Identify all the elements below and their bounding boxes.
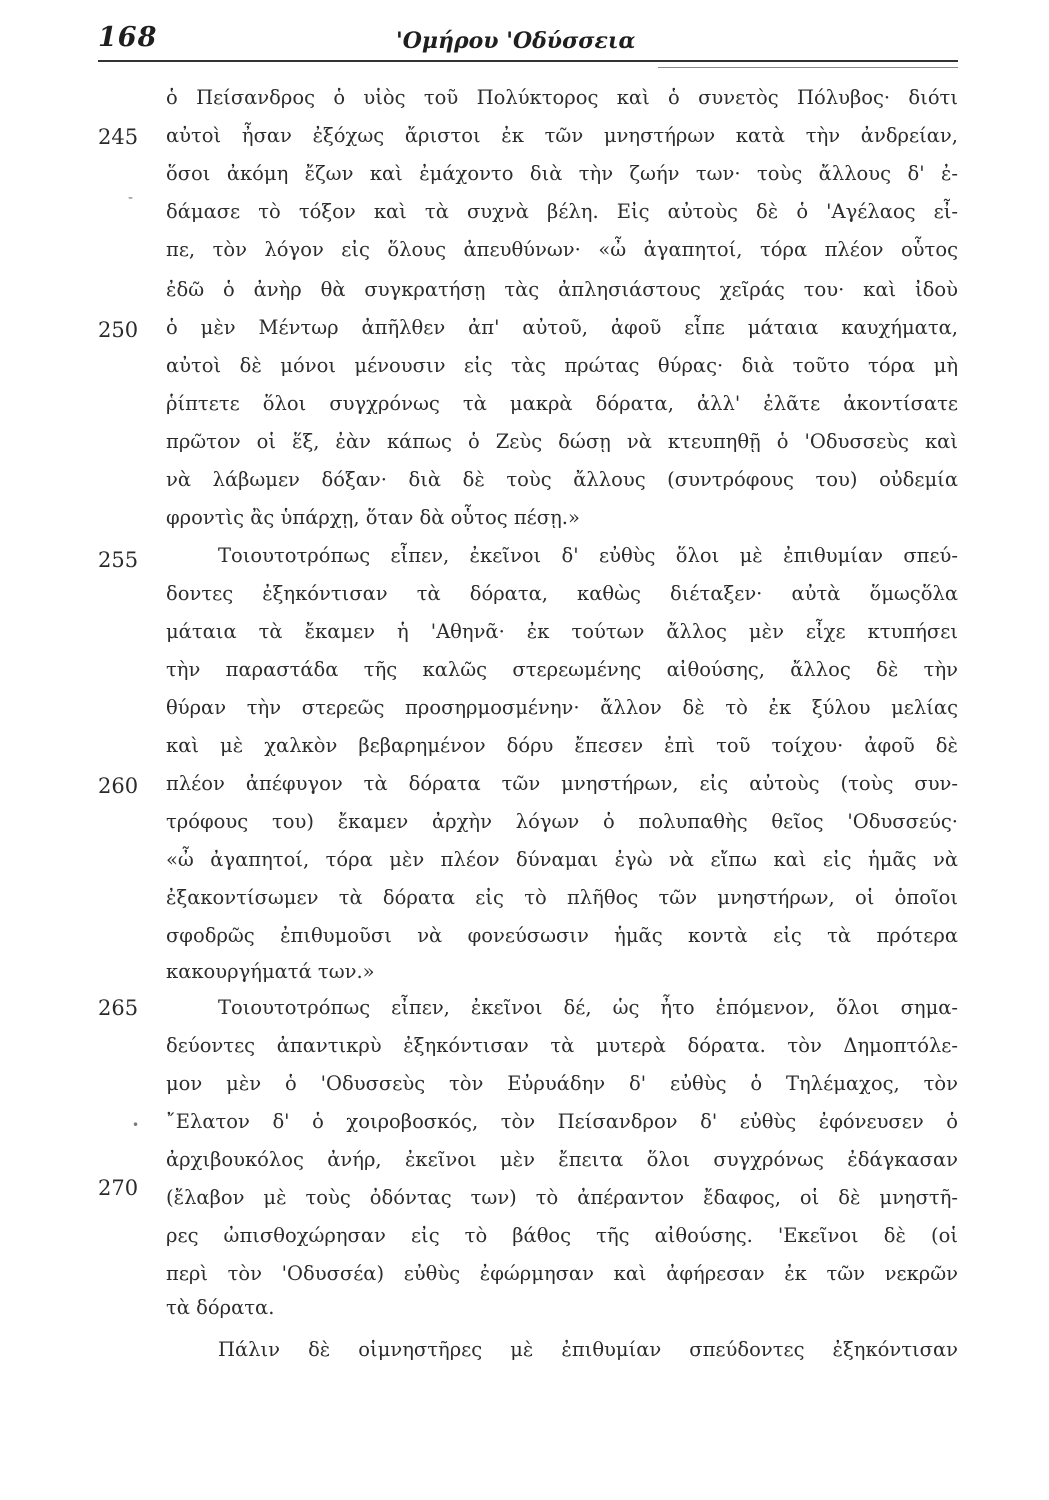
text-line: «ὦ ἀγαπητοί, τόρα μὲν πλέον δύναμαι ἐγὼ νὰ εἴπω καὶ εἰς ἡμᾶς νὰ (166, 848, 958, 871)
text-line: Πάλιν δὲ οἱμνηστῆρες μὲ ἐπιθυμίαν σπεύδοντες ἐξηκόντισαν (218, 1338, 958, 1361)
text-line: Τοιουτοτρόπως εἶπεν, ἐκεῖνοι δ' εὐθὺς ὅλοι μὲ ἐπιθυμίαν σπεύ- (218, 544, 958, 567)
header-rule-secondary (658, 67, 958, 68)
text-line: τρόφους του) ἔκαμεν ἀρχὴν λόγων ὁ πολυπαθὴς θεῖος 'Οδυσσεύς· (166, 810, 958, 833)
text-line: θύραν τὴν στερεῶς προσηρμοσμένην· ἄλλον δὲ τὸ ἐκ ξύλου μελίας (166, 696, 958, 719)
text-line: ἐξακοντίσωμεν τὰ δόρατα εἰς τὸ πλῆθος τῶν μνηστήρων, οἱ ὁποῖοι (166, 886, 958, 909)
margin-dash-mark: - (128, 190, 134, 206)
line-number: 245 (98, 125, 139, 149)
line-number: 265 (98, 996, 139, 1020)
page-number: 168 (98, 22, 158, 53)
margin-dot-mark: • (132, 1118, 140, 1132)
text-line: μον μὲν ὁ 'Οδυσσεὺς τὸν Εὐρυάδην δ' εὐθὺς ὁ Τηλέμαχος, τὸν (166, 1072, 958, 1095)
text-line: νὰ λάβωμεν δόξαν· διὰ δὲ τοὺς ἄλλους (συντρόφους του) οὐδεμία (166, 468, 958, 491)
text-line: ῥίπτετε ὅλοι συγχρόνως τὰ μακρὰ δόρατα, ἀλλ' ἐλᾶτε ἀκοντίσατε (166, 392, 958, 415)
page-header (98, 10, 958, 60)
text-line: πλέον ἀπέφυγον τὰ δόρατα τῶν μνηστήρων, εἰς αὐτοὺς (τοὺς συν- (166, 772, 958, 795)
text-line: πε, τὸν λόγον εἰς ὅλους ἀπευθύνων· «ὦ ἀγαπητοί, τόρα πλέον οὗτος (166, 238, 958, 261)
text-line: αὐτοὶ δὲ μόνοι μένουσιν εἰς τὰς πρώτας θύρας· διὰ τοῦτο τόρα μὴ (166, 354, 958, 377)
line-number: 260 (98, 774, 139, 798)
text-line: Τοιουτοτρόπως εἶπεν, ἐκεῖνοι δέ, ὡς ἦτο ἑπόμενον, ὅλοι σημα- (218, 996, 958, 1019)
text-line: καὶ μὲ χαλκὸν βεβαρημένον δόρυ ἔπεσεν ἐπὶ τοῦ τοίχου· ἀφοῦ δὲ (166, 734, 958, 757)
line-number: 255 (98, 548, 139, 572)
text-line: ῎Ελατον δ' ὁ χοιροβοσκός, τὸν Πείσανδρον δ' εὐθὺς ἐφόνευσεν ὁ (166, 1110, 958, 1133)
line-number: 250 (98, 318, 139, 342)
text-line: ἐδῶ ὁ ἀνὴρ θὰ συγκρατήσῃ τὰς ἀπλησιάστους χεῖράς του· καὶ ἰδοὺ (166, 278, 958, 301)
text-line: κακουργήματά των.» (166, 960, 375, 983)
text-line: ρες ὠπισθοχώρησαν εἰς τὸ βάθος τῆς αἰθούσης. 'Εκεῖνοι δὲ (οἱ (166, 1224, 958, 1247)
text-line: ἀρχιβουκόλος ἀνήρ, ἐκεῖνοι μὲν ἔπειτα ὅλοι συγχρόνως ἐδάγκασαν (166, 1148, 958, 1171)
text-line: πρῶτον οἱ ἕξ, ἐὰν κάπως ὁ Ζεὺς δώσῃ νὰ κτευπηθῇ ὁ 'Οδυσσεὺς καὶ (166, 430, 958, 453)
text-line: τὰ δόρατα. (166, 1296, 275, 1319)
text-line: (ἔλαβον μὲ τοὺς ὀδόντας των) τὸ ἀπέραντον ἔδαφος, οἱ δὲ μνηστῆ- (166, 1186, 958, 1209)
text-line: σφοδρῶς ἐπιθυμοῦσι νὰ φονεύσωσιν ἡμᾶς κοντὰ εἰς τὰ πρότερα (166, 924, 958, 947)
text-line: δεύοντες ἀπαντικρὺ ἐξηκόντισαν τὰ μυτερὰ δόρατα. τὸν Δημοπτόλε- (166, 1034, 958, 1057)
text-line: ὁ μὲν Μέντωρ ἀπῆλθεν ἀπ' αὐτοῦ, ἀφοῦ εἶπε μάταια καυχήματα, (166, 316, 958, 339)
text-line: αὐτοὶ ἦσαν ἐξόχως ἄριστοι ἐκ τῶν μνηστήρων κατὰ τὴν ἀνδρείαν, (166, 124, 958, 147)
text-line: ὁ Πείσανδρος ὁ υἱὸς τοῦ Πολύκτορος καὶ ὁ συνετὸς Πόλυβος· διότι (166, 86, 958, 109)
line-number: 270 (98, 1176, 139, 1200)
text-line: τὴν παραστάδα τῆς καλῶς στερεωμένης αἰθούσης, ἄλλος δὲ τὴν (166, 658, 958, 681)
text-line: δοντες ἐξηκόντισαν τὰ δόρατα, καθὼς διέταξεν· αὐτὰ ὅμωςὅλα (166, 582, 958, 605)
running-title: 'Ομήρου 'Οδύσσεια (396, 28, 636, 54)
text-line: φροντὶς ἂς ὑπάρχῃ, ὅταν δὰ οὗτος πέσῃ.» (166, 506, 580, 529)
text-line: περὶ τὸν 'Οδυσσέα) εὐθὺς ἐφώρμησαν καὶ ἀφήρεσαν ἐκ τῶν νεκρῶν (166, 1262, 958, 1285)
header-rule (98, 60, 958, 62)
text-line: μάταια τὰ ἔκαμεν ἡ 'Αθηνᾶ· ἐκ τούτων ἄλλος μὲν εἶχε κτυπήσει (166, 620, 958, 643)
text-line: ὅσοι ἀκόμη ἔζων καὶ ἐμάχοντο διὰ τὴν ζωήν των· τοὺς ἄλλους δ' ἐ- (166, 162, 958, 185)
text-line: δάμασε τὸ τόξον καὶ τὰ συχνὰ βέλη. Εἰς αὐτοὺς δὲ ὁ 'Αγέλαος εἶ- (166, 200, 958, 223)
